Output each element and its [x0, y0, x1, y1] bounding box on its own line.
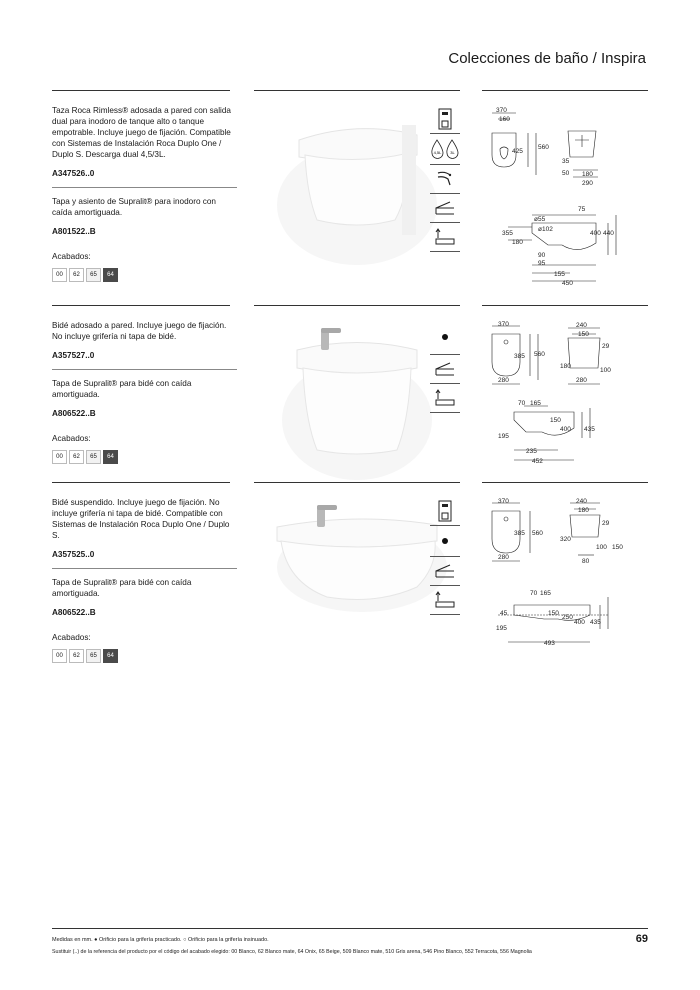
- dimension-label: 435: [584, 426, 595, 433]
- finishes-label: Acabados:: [52, 633, 91, 642]
- finish-swatch: 65: [86, 649, 101, 663]
- dimension-label: 280: [576, 377, 587, 384]
- dimension-label: 75: [578, 206, 586, 213]
- dimension-label: 155: [554, 271, 565, 278]
- finish-swatch: 00: [52, 268, 67, 282]
- finishes-label: Acabados:: [52, 252, 91, 261]
- dimension-label: 240: [576, 322, 587, 329]
- dimension-label: 290: [582, 180, 593, 187]
- dimension-label: ø102: [538, 226, 553, 233]
- feature-icons: [430, 105, 464, 252]
- feature-icons: [430, 320, 464, 413]
- dimension-label: 370: [498, 321, 509, 328]
- technical-drawing-bidet: [478, 320, 648, 470]
- section-rule: [482, 305, 648, 306]
- finish-swatches: [52, 649, 237, 663]
- dimension-label: 100: [600, 367, 611, 374]
- dimension-label: 280: [498, 377, 509, 384]
- dimension-label: 385: [514, 530, 525, 537]
- divider: [52, 369, 237, 370]
- dimension-label: 150: [548, 610, 559, 617]
- dimension-label: 560: [538, 144, 549, 151]
- page-title: Colecciones de baño / Inspira: [448, 50, 646, 67]
- product-photo-wall-bidet: [257, 497, 457, 662]
- quick-release-icon: [430, 223, 460, 252]
- section-rule: [52, 90, 230, 91]
- footer-finish-codes: Sustituir (..) de la referencia del producto por el código del acabado elegido: 00 Blanco, 62 Blanco mate, 64 Onix, 65 Beige, 509 Blanco mate, 510 Gris arena, 546 Pino Blanco, 552 Terracota, 556 Magnolia: [52, 949, 532, 955]
- dimension-label: 90: [538, 252, 546, 259]
- feature-icons: [430, 497, 464, 615]
- dimension-label: 400: [574, 619, 585, 626]
- dimension-label: 195: [498, 433, 509, 440]
- finish-swatches: [52, 450, 237, 464]
- dimension-label: 452: [532, 458, 543, 465]
- section-rule: [254, 305, 460, 306]
- finish-swatch: 65: [86, 450, 101, 464]
- tap-hole-icon: [430, 320, 460, 355]
- dimension-label: 235: [526, 448, 537, 455]
- dimension-label: 370: [496, 107, 507, 114]
- product-info: [52, 497, 237, 663]
- product-info: [52, 105, 237, 282]
- dimension-label: 165: [540, 590, 551, 597]
- dimension-label: 100: [596, 544, 607, 551]
- flush-3-icon: 3L: [450, 150, 455, 155]
- dimension-label: 150: [550, 417, 561, 424]
- finish-swatch: 64: [103, 450, 118, 464]
- section-rule: [52, 305, 230, 306]
- dimension-label: 320: [560, 536, 571, 543]
- dimension-label: 45: [500, 610, 508, 617]
- dimension-label: 180: [512, 239, 523, 246]
- dimension-label: 29: [602, 343, 610, 350]
- dimension-label: 560: [534, 351, 545, 358]
- section-rule: [482, 90, 648, 91]
- section-rule: [254, 90, 460, 91]
- product-description: Bidé suspendido. Incluye juego de fijación. No incluye grifería ni tapa de bidé. Compatible con Sistemas de Instalación Roca Duplo One / Duplo S.: [52, 498, 230, 540]
- technical-drawing-toilet: [478, 105, 648, 290]
- finishes-label: Acabados:: [52, 434, 91, 443]
- dimension-label: 180: [560, 363, 571, 370]
- finish-swatch: 62: [69, 268, 84, 282]
- footer-legend: Medidas en mm. ● Orificio para la grifería practicado. ○ Orificio para la grifería insinuado.: [52, 937, 269, 943]
- dimension-label: 370: [498, 498, 509, 505]
- accessory-description: Tapa de Supralit® para bidé con caída amortiguada.: [52, 379, 192, 399]
- accessory-description: Tapa de Supralit® para bidé con caída amortiguada.: [52, 578, 192, 598]
- rimless-icon: [430, 165, 460, 194]
- dimension-label: 180: [578, 507, 589, 514]
- product-info: [52, 320, 237, 464]
- footer-rule: [52, 928, 648, 929]
- dimension-label: 160: [499, 116, 510, 123]
- product-photo-toilet: [257, 105, 457, 270]
- quick-release-icon: [430, 586, 460, 615]
- divider: [52, 187, 237, 188]
- dimension-label: 450: [562, 280, 573, 287]
- dimension-label: 440: [603, 230, 614, 237]
- product-description: Bidé adosado a pared. Incluye juego de fijación. No incluye grifería ni tapa de bidé.: [52, 321, 227, 341]
- quick-release-icon: [430, 384, 460, 413]
- accessory-description: Tapa y asiento de Supralit® para inodoro con caída amortiguada.: [52, 197, 216, 217]
- finish-swatch: 62: [69, 450, 84, 464]
- frame-icon: [430, 497, 460, 526]
- dimension-label: 385: [514, 353, 525, 360]
- dimension-label: 80: [582, 558, 590, 565]
- dimension-label: 95: [538, 260, 546, 267]
- accessory-code: A806522..B: [52, 608, 96, 617]
- flush-4-5-icon: 4,5L: [433, 150, 442, 155]
- dimension-label: 425: [512, 148, 523, 155]
- accessory-code: A806522..B: [52, 409, 96, 418]
- dimension-label: 400: [560, 426, 571, 433]
- dimension-label: 150: [612, 544, 623, 551]
- dimension-label: 150: [578, 331, 589, 338]
- finish-swatches: [52, 268, 237, 282]
- product-code: A347526..0: [52, 169, 95, 178]
- product-code: A357527..0: [52, 351, 95, 360]
- finish-swatch: 65: [86, 268, 101, 282]
- divider: [52, 568, 237, 569]
- dimension-label: 29: [602, 520, 610, 527]
- dimension-label: 400: [590, 230, 601, 237]
- dimension-label: 70: [530, 590, 538, 597]
- accessory-code: A801522..B: [52, 227, 96, 236]
- page-number: 69: [635, 933, 648, 945]
- tap-hole-icon: [430, 526, 460, 557]
- finish-swatch: 64: [103, 268, 118, 282]
- finish-swatch: 00: [52, 649, 67, 663]
- dimension-label: 355: [502, 230, 513, 237]
- dimension-label: 50: [562, 170, 570, 177]
- dimension-label: 240: [576, 498, 587, 505]
- dimension-label: 195: [496, 625, 507, 632]
- product-code: A357525..0: [52, 550, 95, 559]
- soft-close-icon: [430, 557, 460, 586]
- dimension-label: 493: [544, 640, 555, 647]
- dimension-label: 560: [532, 530, 543, 537]
- soft-close-icon: [430, 194, 460, 223]
- flush-icons: [430, 134, 460, 165]
- section-rule: [482, 482, 648, 483]
- finish-swatch: 62: [69, 649, 84, 663]
- product-description: Taza Roca Rimless® adosada a pared con salida dual para inodoro de tanque alto o tanque empotrable. Incluye juego de fijación. Compatible con Sistemas de Instalación Roca Duplo One / Duplo S. Descarga dual 4,5/3L.: [52, 106, 231, 159]
- dimension-label: 165: [530, 400, 541, 407]
- dimension-label: 70: [518, 400, 526, 407]
- technical-drawing-wall-bidet: [478, 497, 648, 657]
- dimension-label: 250: [562, 614, 573, 621]
- product-photo-bidet: [257, 320, 457, 485]
- frame-icon: [430, 105, 460, 134]
- section-rule: [52, 482, 230, 483]
- soft-close-icon: [430, 355, 460, 384]
- section-rule: [254, 482, 460, 483]
- dimension-label: 180: [582, 171, 593, 178]
- dimension-label: 35: [562, 158, 570, 165]
- finish-swatch: 00: [52, 450, 67, 464]
- dimension-label: 435: [590, 619, 601, 626]
- dimension-label: ø55: [534, 216, 546, 223]
- dimension-label: 280: [498, 554, 509, 561]
- finish-swatch: 64: [103, 649, 118, 663]
